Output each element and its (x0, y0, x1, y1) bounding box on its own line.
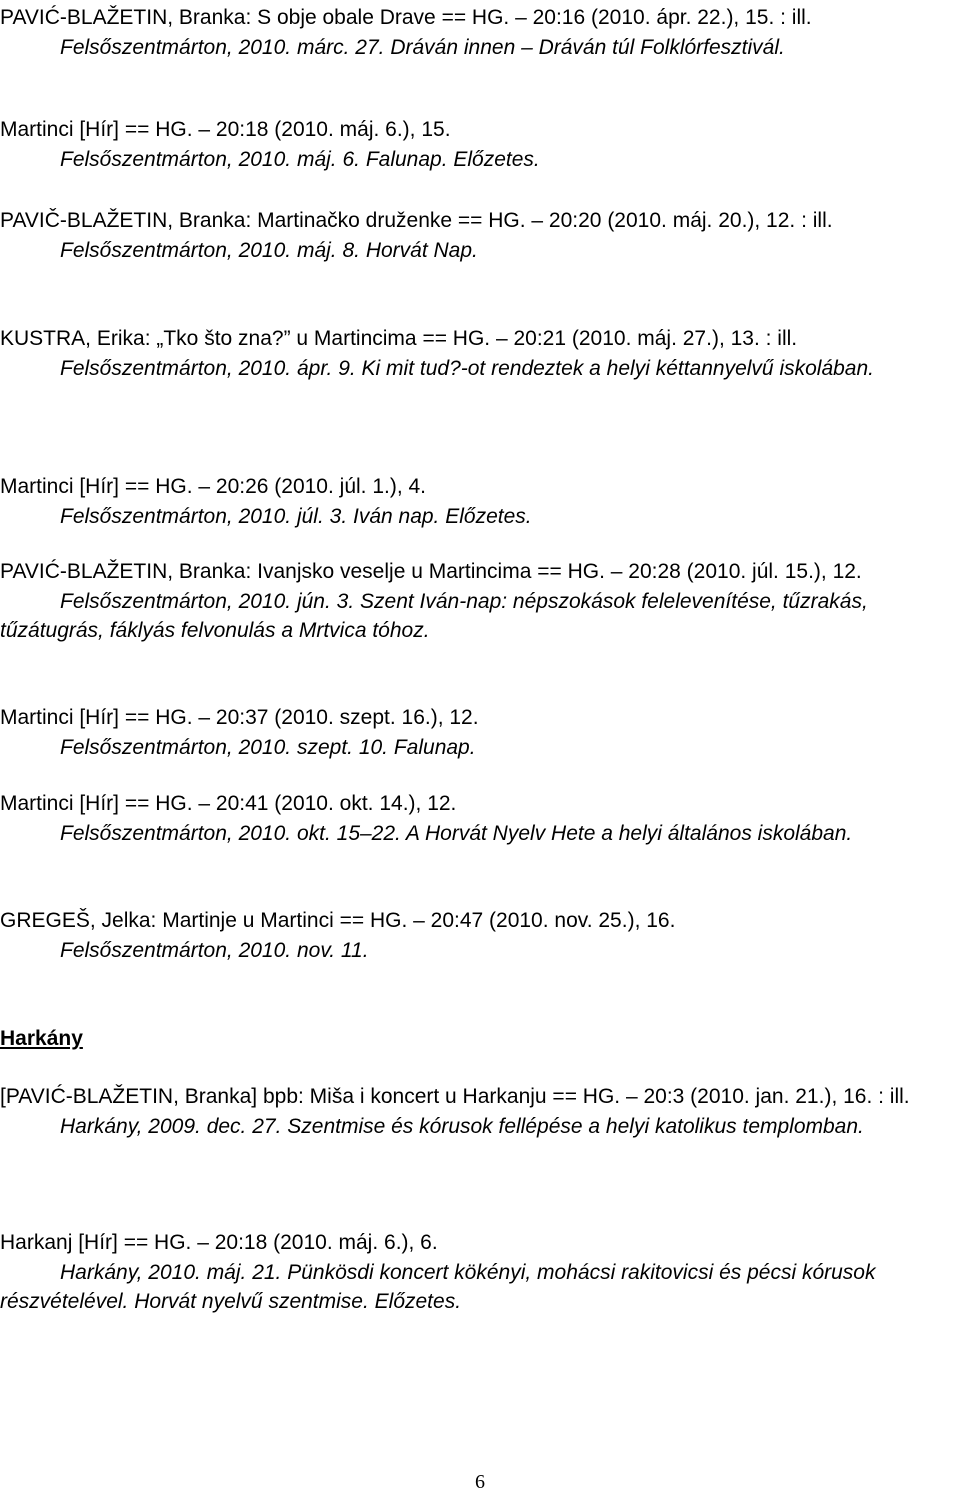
entry-note-date: Felsőszentmárton, 2010. márc. 27. (60, 35, 385, 59)
entry-citation: PAVIĆ-BLAŽETIN, Branka: Ivanjsko veselje u Martincima == HG. – 20:28 (2010. júl. 15.), 12. (0, 560, 862, 583)
entry-citation: PAVIĆ-BLAŽETIN, Branka: S obje obale Drave == HG. – 20:16 (2010. ápr. 22.), 15. : ill. (0, 6, 812, 29)
entry-note-date: Felsőszentmárton, 2010. júl. 3. (60, 504, 348, 528)
bibliography-entry (0, 3, 958, 62)
entry-citation: GREGEŠ, Jelka: Martinje u Martinci == HG. – 20:47 (2010. nov. 25.), 16. (0, 909, 676, 932)
entry-note-text: Ki mit tud?-ot rendeztek a helyi kéttannyelvű iskolában. (355, 356, 875, 380)
entry-note-date: Felsőszentmárton, 2010. máj. 6. (60, 147, 360, 171)
entry-note-date: Felsőszentmárton, 2010. ápr. 9. (60, 356, 356, 380)
entry-note-text: Falunap. (388, 735, 476, 759)
bibliography-entry (0, 472, 958, 531)
bibliography-entry (0, 115, 958, 174)
entry-note (0, 145, 958, 175)
entry-note-date: Harkány, 2010. máj. 21. (60, 1260, 282, 1284)
section-heading-harkany: Harkány (0, 1027, 83, 1050)
bibliography-entry (0, 906, 958, 965)
page-number: 6 (475, 1471, 485, 1493)
entry-note-date: Felsőszentmárton, 2010. szept. 10. (60, 735, 389, 759)
entry-note-text: Dráván innen – Dráván túl Folklórfesztivál. (384, 35, 785, 59)
bibliography-entry (0, 557, 958, 646)
entry-note (0, 236, 958, 266)
entry-note-date: Felsőszentmárton, 2010. jún. 3. (60, 589, 355, 613)
bibliography-entry (0, 703, 958, 762)
entry-note (0, 733, 958, 763)
entry-note (0, 354, 958, 384)
entry-note (0, 33, 958, 63)
entry-citation: Harkanj [Hír] == HG. – 20:18 (2010. máj. 6.), 6. (0, 1231, 438, 1254)
entry-note-date: Harkány, 2009. dec. 27. (60, 1114, 282, 1138)
entry-note-date: Felsőszentmárton, 2010. nov. 11. (60, 938, 369, 962)
entry-citation: PAVIČ-BLAŽETIN, Branka: Martinačko druženke == HG. – 20:20 (2010. máj. 20.), 12. : ill. (0, 209, 833, 232)
entry-note-text: Horvát Nap. (359, 238, 478, 262)
entry-note (0, 502, 958, 532)
entry-note-text: A Horvát Nyelv Hete a helyi általános iskolában. (400, 821, 853, 845)
entry-note (0, 819, 958, 849)
bibliography-entry (0, 1082, 958, 1141)
entry-note (0, 936, 958, 966)
bibliography-entry (0, 206, 958, 265)
entry-citation: Martinci [Hír] == HG. – 20:26 (2010. júl. 1.), 4. (0, 475, 427, 498)
entry-citation: KUSTRA, Erika: „Tko što zna?” u Martincima == HG. – 20:21 (2010. máj. 27.), 13. : ill. (0, 327, 798, 350)
entry-note-text: Pünkösdi koncert kökényi, mohácsi rakitovicsi és pécsi kórusok részvételével. Horvát nyelvű szentmise. Előzetes. (0, 1260, 876, 1313)
entry-citation: Martinci [Hír] == HG. – 20:18 (2010. máj. 6.), 15. (0, 118, 451, 141)
entry-note (0, 587, 958, 646)
bibliography-entry (0, 789, 958, 848)
bibliography-entry (0, 324, 958, 383)
entry-note-date: Felsőszentmárton, 2010. okt. 15–22. (60, 821, 401, 845)
entry-note-text: Szent Iván-nap: népszokások felelevenítése, tűzrakás, tűzátugrás, fáklyás felvonulás a Mrtvica tóhoz. (0, 589, 868, 642)
entry-note-date: Felsőszentmárton, 2010. máj. 8. (60, 238, 360, 262)
entry-citation: Martinci [Hír] == HG. – 20:37 (2010. szept. 16.), 12. (0, 706, 479, 729)
entry-citation: [PAVIĆ-BLAŽETIN, Branka] bpb: Miša i koncert u Harkanju == HG. – 20:3 (2010. jan. 21.), 16. : ill. (0, 1085, 910, 1108)
entry-note (0, 1258, 958, 1317)
entry-note-text: Szentmise és kórusok fellépése a helyi katolikus templomban. (281, 1114, 864, 1138)
bibliography-entry (0, 1228, 958, 1317)
entry-note (0, 1112, 958, 1142)
entry-citation: Martinci [Hír] == HG. – 20:41 (2010. okt. 14.), 12. (0, 792, 457, 815)
entry-note-text: Falunap. Előzetes. (359, 147, 540, 171)
entry-note-text: Iván nap. Előzetes. (347, 504, 532, 528)
